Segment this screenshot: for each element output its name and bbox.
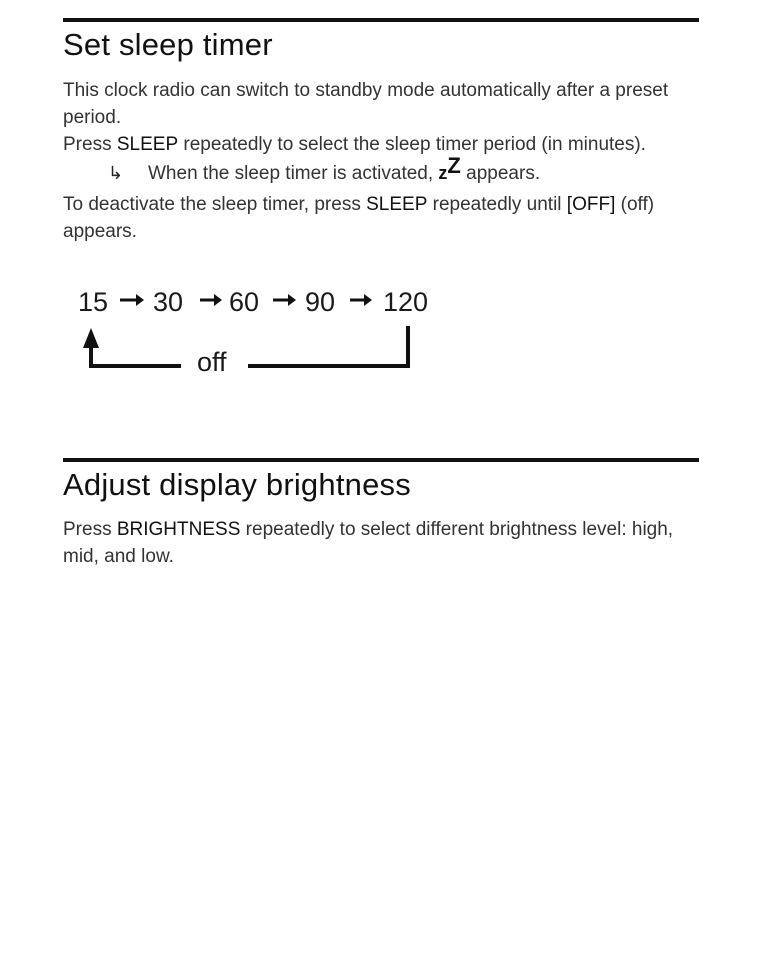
sleep-timer-deactivate: To deactivate the sleep timer, press SLEEP repeatedly until [OFF] (off) appears. xyxy=(63,194,655,242)
cycle-arrow-icon xyxy=(273,294,296,306)
loop-arrowhead-icon xyxy=(83,328,99,348)
sleep-timer-intro: This clock radio can switch to standby mode automatically after a preset period. xyxy=(63,80,669,128)
timer-value-120: 120 xyxy=(383,287,429,317)
timer-value-90: 90 xyxy=(305,287,336,317)
timer-value-60: 60 xyxy=(229,287,260,317)
sleep-zz-icon: zZ xyxy=(438,153,461,183)
sleep-timer-cycle-diagram xyxy=(0,0,761,420)
heading-adjust-display-brightness: Adjust display brightness xyxy=(63,467,411,502)
brightness-instruction: Press BRIGHTNESS repeatedly to select different brightness level: high, mid, and low. xyxy=(63,519,674,567)
keyword-off: [OFF] xyxy=(566,194,616,215)
cycle-arrow-icon xyxy=(120,294,144,306)
sleep-timer-instruction: Press SLEEP repeatedly to select the sleep timer period (in minutes). xyxy=(63,134,646,155)
timer-value-off: off xyxy=(197,347,227,377)
result-arrow-icon: ↳ xyxy=(108,163,124,183)
keyword-sleep: SLEEP xyxy=(116,134,179,155)
cycle-arrow-icon xyxy=(350,294,372,306)
timer-value-30: 30 xyxy=(153,287,184,317)
cycle-arrow-icon xyxy=(200,294,222,306)
section-rule-brightness xyxy=(63,458,699,462)
keyword-sleep-2: SLEEP xyxy=(366,194,428,215)
return-loop-arrow xyxy=(83,326,408,366)
sleep-timer-result: ↳ When the sleep timer is activated, zZ appears. xyxy=(108,158,703,187)
timer-value-15: 15 xyxy=(78,287,109,317)
keyword-brightness: BRIGHTNESS xyxy=(116,519,241,540)
heading-set-sleep-timer: Set sleep timer xyxy=(63,27,273,62)
